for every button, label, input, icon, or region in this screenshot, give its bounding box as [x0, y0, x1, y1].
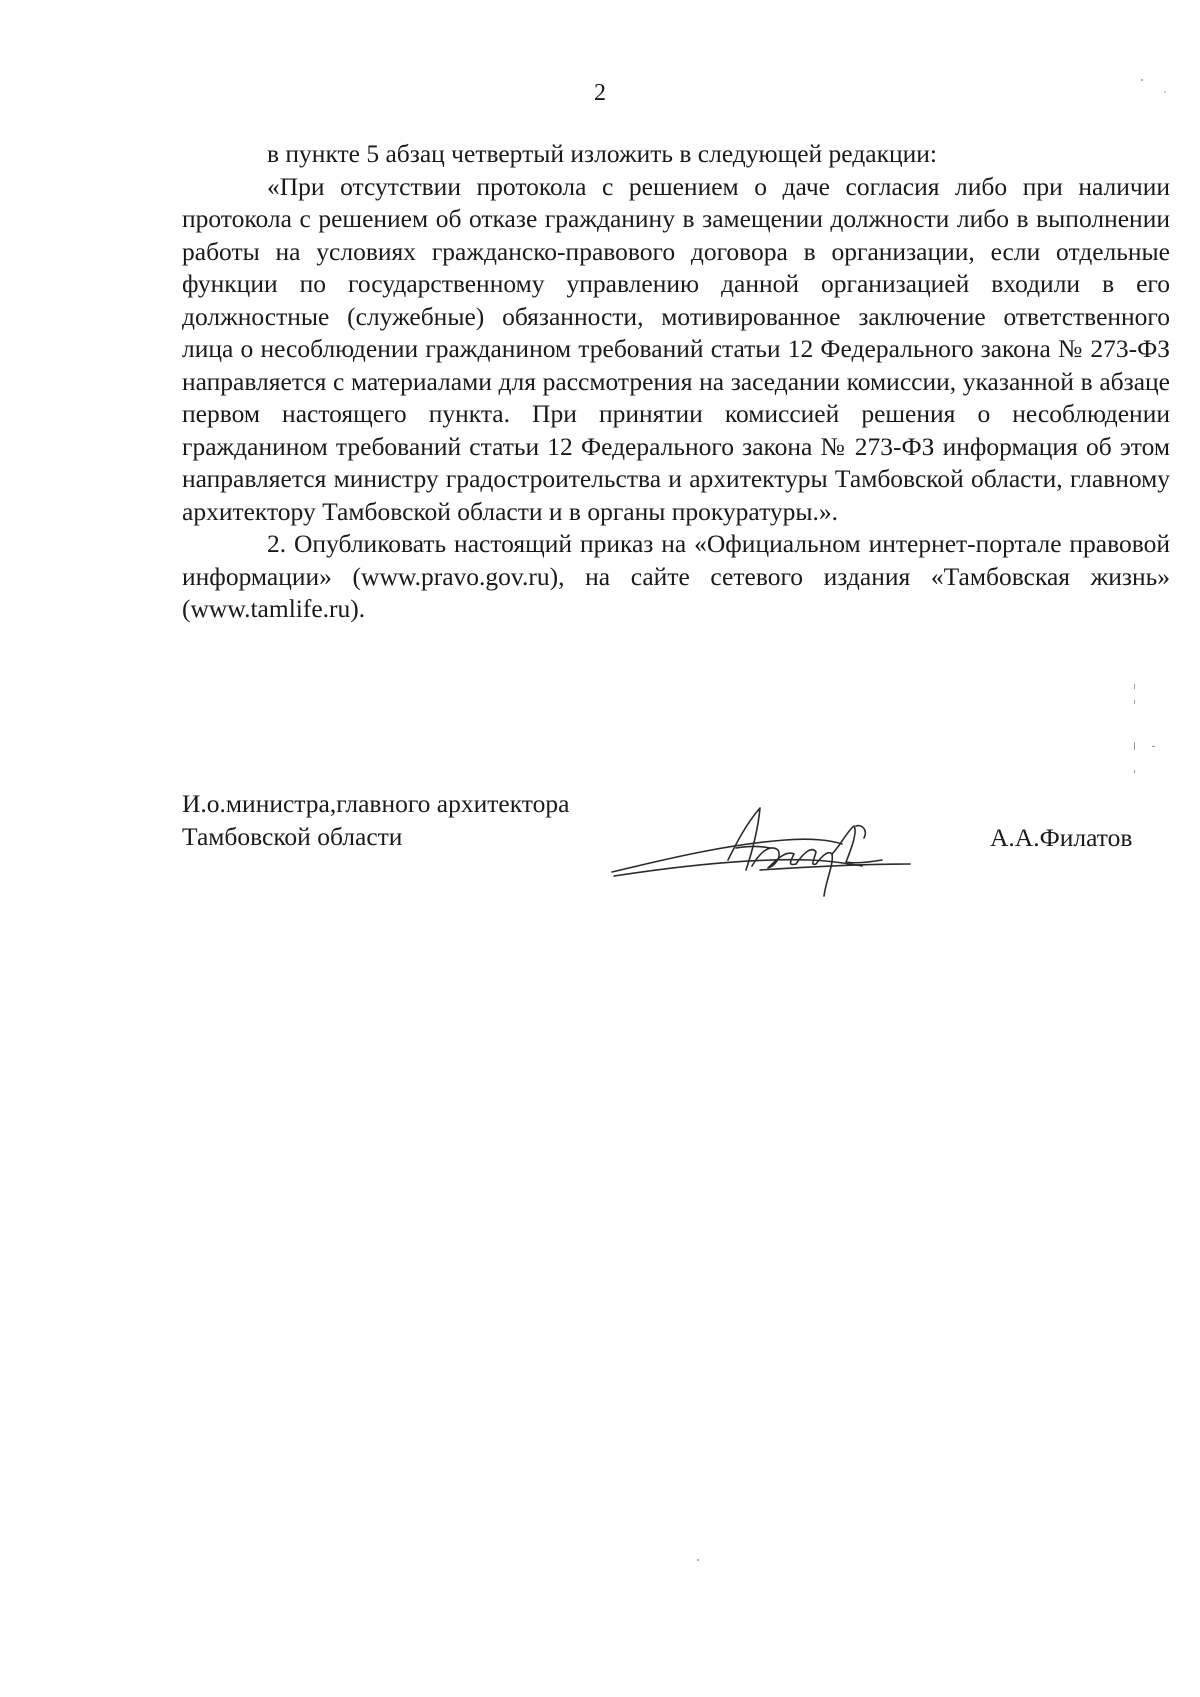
document-body [182, 138, 1170, 626]
handwritten-signature [610, 800, 940, 900]
paragraph-intro: в пункте 5 абзац четвертый изложить в следующей редакции: [267, 139, 937, 168]
signatory-name: А.А.Филатов [990, 823, 1133, 852]
signatory-position-line-2: Тамбовской области [182, 821, 403, 851]
paragraph-publication: 2. Опубликовать настоящий приказ на «Официальном интернет-портале правовой информации» (www.pravo.gov.ru), на сайте сетевого издания «Тамбовская жизнь» (www.tamlife.ru). [182, 529, 1170, 623]
signatory-position-line-1: И.о.министра,главного архитектора [182, 789, 570, 818]
page-number: 2 [594, 80, 606, 106]
signatory-position [182, 788, 569, 853]
paragraph-quoted-amendment: «При отсутствии протокола с решением о даче согласия либо при наличии протокола с решением об отказе гражданину в замещении должности либо в выполнении работы на условиях гражданско-правового договора в организации, если отдельные функции по государственному управлению данной организацией входили в его должностные (служебные) обязанности, мотивированное заключение ответственного лица о несоблюдении гражданином требований статьи 12 Федерального закона № 273-ФЗ направляется с материалами для рассмотрения на заседании комиссии, указанной в абзаце первом настоящего пункта. При принятии комиссией решения о несоблюдении гражданином требований статьи 12 Федерального закона № 273-ФЗ информация об этом направляется министру градостроительства и архитектуры Тамбовской области, главному архитектору Тамбовской области и в органы прокуратуры.». [182, 171, 1170, 526]
